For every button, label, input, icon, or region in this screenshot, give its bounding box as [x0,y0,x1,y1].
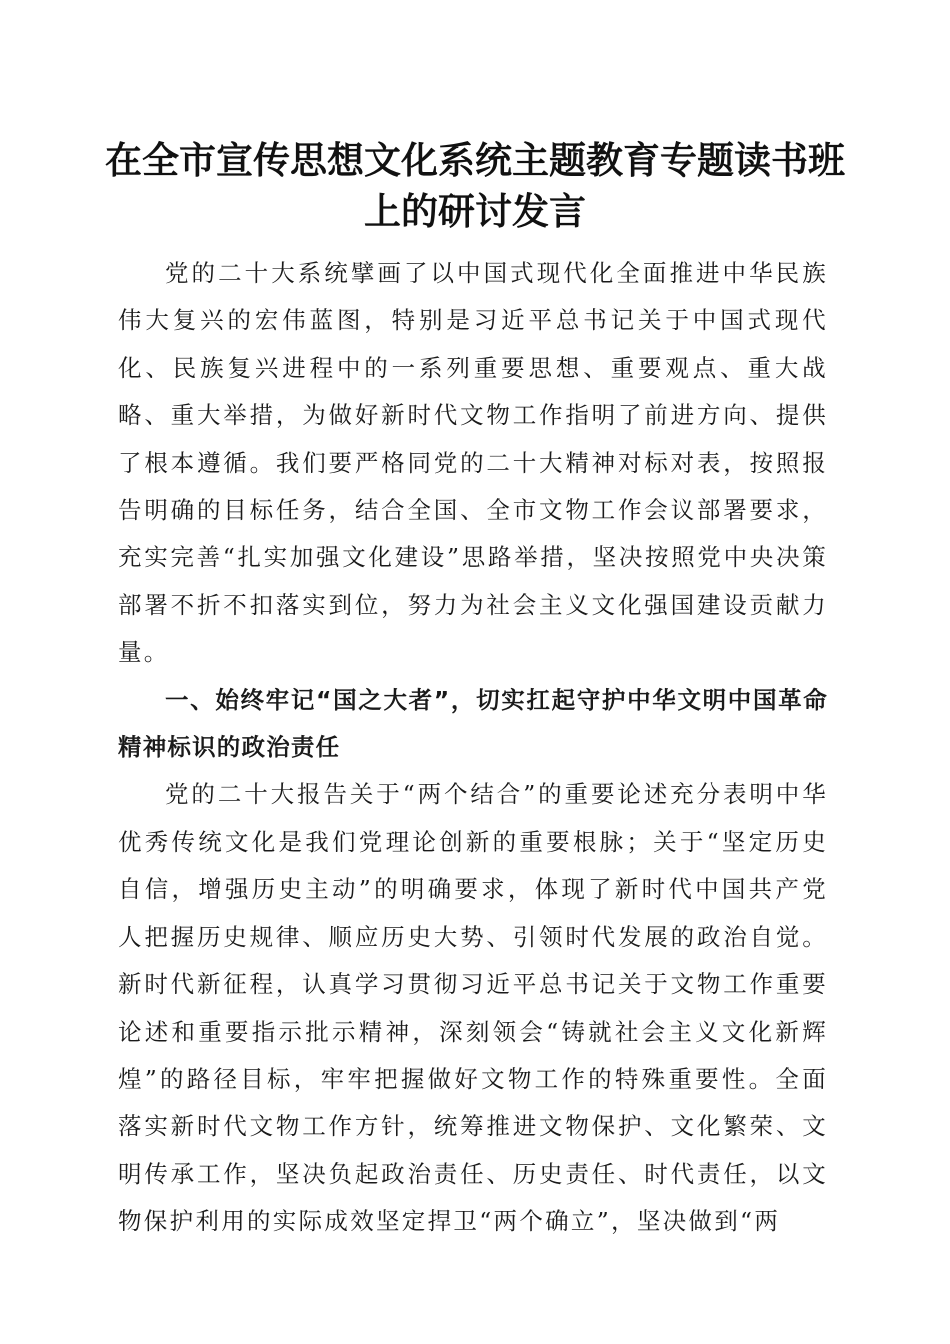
section-1-paragraph: 党的二十大报告关于“两个结合”的重要论述充分表明中华优秀传统文化是我们党理论创新的重要根脉；关于“坚定历史自信，增强历史主动”的明确要求，体现了新时代中国共产党人把握历史规律、顺应历史大势、引领时代发展的政治自觉。新时代新征程，认真学习贯彻习近平总书记关于文物工作重要论述和重要指示批示精神，深刻领会“铸就社会主义文化新辉煌”的路径目标，牢牢把握做好文物工作的特殊重要性。全面落实新时代文物工作方针，统筹推进文物保护、文化繁荣、文明传承工作，坚决负起政治责任、历史责任、时代责任，以文物保护利用的实际成效坚定捍卫“两个确立”，坚决做到“两 [118,780,828,1236]
section-heading-1: 一、始终牢记“国之大者”，切实扛起守护中华文明中国革命精神标识的政治责任 [118,685,828,762]
document-title-line-1: 在全市宣传思想文化系统主题教育专题读书班 [105,138,845,182]
document-body [118,250,828,1246]
document-title-line-2: 上的研讨发言 [364,189,586,233]
intro-paragraph: 党的二十大系统擘画了以中国式现代化全面推进中华民族伟大复兴的宏伟蓝图，特别是习近平总书记关于中国式现代化、民族复兴进程中的一系列重要思想、重要观点、重大战略、重大举措，为做好新时代文物工作指明了前进方向、提供了根本遵循。我们要严格同党的二十大精神对标对表，按照报告明确的目标任务，结合全国、全市文物工作会议部署要求，充实完善“扎实加强文化建设”思路举措，坚决按照党中央决策部署不折不扣落实到位，努力为社会主义文化强国建设贡献力量。 [118,259,828,667]
